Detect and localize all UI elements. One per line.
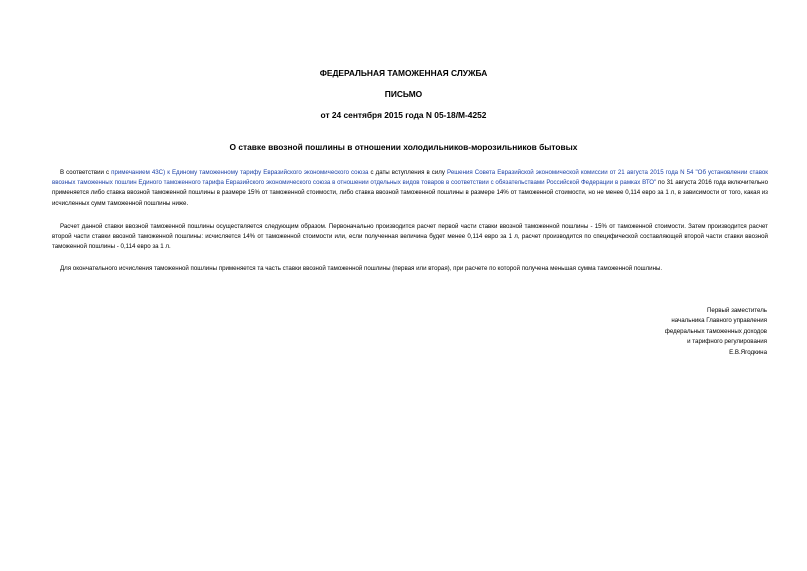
document-date-number: от 24 сентября 2015 года N 05-18/М-4252 (320, 110, 487, 120)
signature-position-3: федеральных таможенных доходов (664, 327, 767, 335)
signature-name: Е.В.Ягодкина (729, 348, 767, 356)
paragraph-3-text: Для окончательного исчисления таможенной пошлины применяется та часть ставки ввозной таможенной пошлины (первая или вторая), при расчете по которой получена меньшая сумма таможенной пошлины. (60, 265, 663, 272)
paragraph-2-text: Расчет данной ставки ввозной таможенной пошлины осуществляется следующим образом. Первоначально производится расчет первой части ставки ввозной таможенной пошлины - 15% от таможенной стоимости. Затем производится расчет второй части ставки ввозной таможенной пошлины: исчисляется 14% от таможенной стоимости или, если полученная величина будет менее 0,114 евро за 1 л, расчет производится по специфической составляющей второй части ставки ввозной таможенной пошлины - 0,114 евро за 1 л. (52, 223, 768, 251)
paragraph-3 (52, 264, 768, 274)
link-eec-decision[interactable]: Решения Совета Евразийской экономической комиссии от 21 августа 2015 года N 54 "Об установлении ставок ввозных таможенных пошлин Единого таможенного тарифа Евразийского экономического союза в отношении отдельных видов товаров в соответствии с обязательствами Российской Федерации в рамках ВТО" (52, 169, 768, 187)
document-title: О ставке ввозной пошлины в отношении холодильников-морозильников бытовых (229, 142, 578, 152)
paragraph-1 (52, 168, 768, 209)
signature-position-4: и тарифного регулирования (687, 338, 767, 346)
agency-name: ФЕДЕРАЛЬНАЯ ТАМОЖЕННАЯ СЛУЖБА (319, 68, 488, 78)
paragraph-1-text-b: с даты вступления в силу (368, 169, 448, 176)
signature-block (547, 306, 767, 358)
document-type: ПИСЬМО (384, 89, 423, 99)
paragraph-1-text-c: по 31 августа 2016 года включительно применяется либо ставка ввозной таможенной пошлины в размере 15% от таможенной стоимости, либо ставка ввозной таможенной пошлины в размере 14% от таможенной стоимости, но не менее 0,114 евро за 1 л, в зависимости от того, какая из исчисленных сумм таможенной пошлины ниже. (52, 179, 768, 207)
paragraph-1-text-a: В соответствии с (60, 169, 112, 176)
signature-position-1: Первый заместитель (707, 307, 767, 314)
signature-position-2: начальника Главного управления (671, 317, 767, 325)
link-tariff-note[interactable]: примечанием 43С) к Единому таможенному тарифу Евразийского экономического союза (111, 169, 369, 176)
paragraph-2 (52, 222, 768, 253)
